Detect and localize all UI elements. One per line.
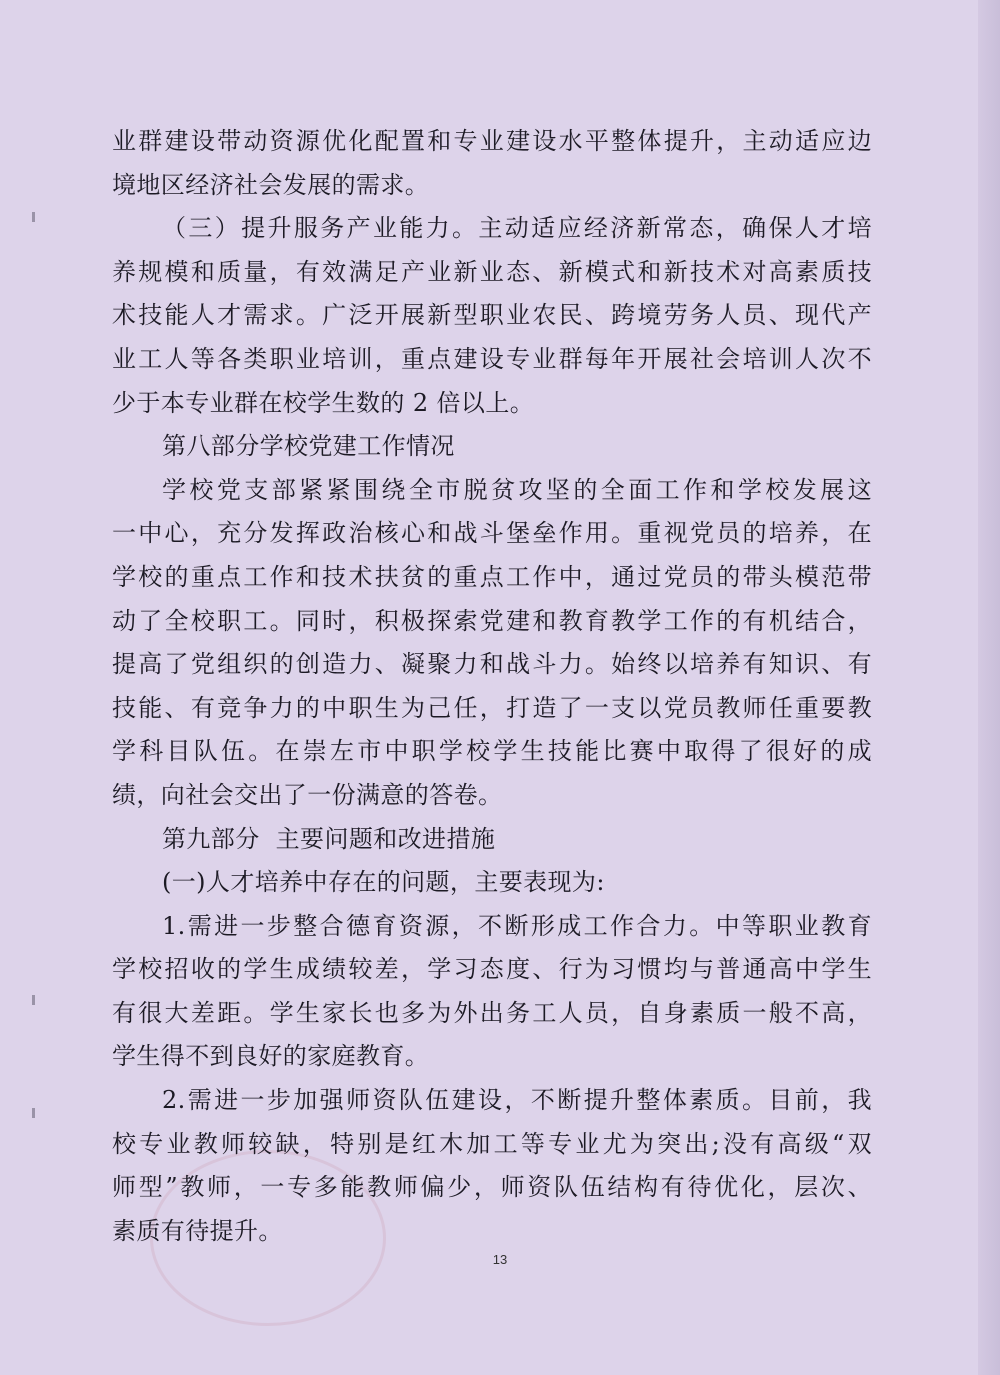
part-eight-heading: 第八部分学校党建工作情况 bbox=[162, 432, 455, 461]
page-edge-shadow bbox=[978, 0, 1000, 1375]
text-line: 1.需进一步整合德育资源，不断形成工作合力。中等职业教育 bbox=[162, 911, 872, 940]
text-line: 学生得不到良好的家庭教育。 bbox=[112, 1042, 430, 1071]
text-line: 学校的重点工作和技术扶贫的重点工作中，通过党员的带头模范带 bbox=[112, 562, 872, 591]
part-nine-heading: 第九部分 主要问题和改进措施 bbox=[162, 824, 496, 853]
text-line: 校专业教师较缺，特别是红木加工等专业尤为突出;没有高级“双 bbox=[112, 1129, 872, 1158]
text-line: 提高了党组织的创造力、凝聚力和战斗力。始终以培养有知识、有 bbox=[112, 650, 872, 679]
text-line: 绩，向社会交出了一份满意的答卷。 bbox=[112, 780, 503, 809]
text-line: 术技能人才需求。广泛开展新型职业农民、跨境劳务人员、现代产 bbox=[112, 301, 872, 330]
binding-mark bbox=[32, 212, 35, 222]
text-line: 养规模和质量，有效满足产业新业态、新模式和新技术对高素质技 bbox=[112, 257, 872, 286]
binding-mark bbox=[32, 1108, 35, 1118]
text-line: 学校党支部紧紧围绕全市脱贫攻坚的全面工作和学校发展这 bbox=[162, 475, 872, 504]
text-line: 境地区经济社会发展的需求。 bbox=[112, 170, 430, 199]
page-number: 13 bbox=[492, 1252, 508, 1267]
binding-mark bbox=[32, 995, 35, 1005]
text-line: 业群建设带动资源优化配置和专业建设水平整体提升，主动适应边 bbox=[112, 127, 872, 155]
text-line: 一中心，充分发挥政治核心和战斗堡垒作用。重视党员的培养，在 bbox=[112, 519, 872, 548]
text-line: 少于本专业群在校学生数的 2 倍以上。 bbox=[112, 388, 535, 417]
document-body bbox=[112, 120, 872, 1253]
text-line: 技能、有竞争力的中职生为己任，打造了一支以党员教师任重要教 bbox=[112, 693, 872, 722]
text-line: 师型”教师，一专多能教师偏少，师资队伍结构有待优化，层次、 bbox=[112, 1173, 872, 1202]
text-line: 有很大差距。学生家长也多为外出务工人员，自身素质一般不高， bbox=[112, 998, 872, 1027]
text-line: 动了全校职工。同时，积极探索党建和教育教学工作的有机结合， bbox=[112, 606, 872, 635]
text-line: 学校招收的学生成绩较差，学习态度、行为习惯均与普通高中学生 bbox=[112, 955, 872, 984]
text-line: 2.需进一步加强师资队伍建设，不断提升整体素质。目前，我 bbox=[162, 1086, 872, 1115]
text-line: 学科目队伍。在崇左市中职学校学生技能比赛中取得了很好的成 bbox=[112, 737, 872, 766]
text-line: 业工人等各类职业培训，重点建设专业群每年开展社会培训人次不 bbox=[112, 344, 872, 373]
text-line: 素质有待提升。 bbox=[112, 1216, 283, 1245]
subsection-heading: (一)人才培养中存在的问题，主要表现为: bbox=[162, 868, 605, 897]
section-heading-line: （三）提升服务产业能力。主动适应经济新常态，确保人才培 bbox=[162, 214, 872, 243]
